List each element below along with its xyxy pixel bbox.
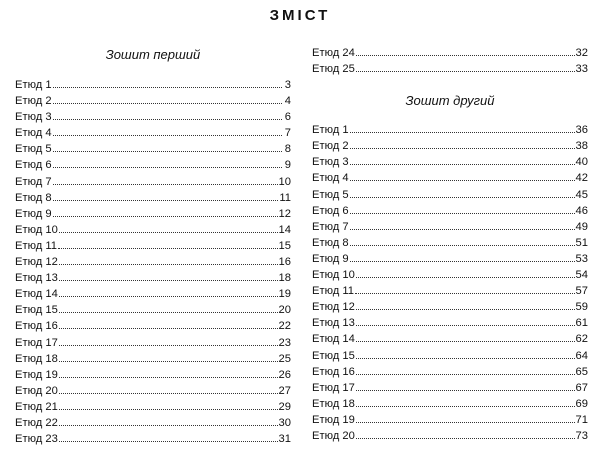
dot-leader — [350, 187, 575, 198]
toc-entry-page-number: 22 — [278, 320, 291, 333]
toc-entry[interactable] — [312, 203, 588, 219]
toc-entry-label: Етюд 13 — [15, 272, 58, 285]
toc-entry-label: Етюд 15 — [15, 304, 58, 317]
toc-entry-label: Етюд 3 — [15, 111, 52, 124]
toc-entry[interactable] — [312, 187, 588, 203]
toc-entry-label: Етюд 11 — [15, 239, 57, 252]
toc-entry[interactable] — [312, 299, 588, 315]
toc-entry-page-number: 54 — [575, 269, 588, 282]
toc-entry-page-number: 8 — [284, 143, 291, 156]
toc-entry-page-number: 36 — [575, 124, 588, 137]
toc-entry-label: Етюд 6 — [312, 204, 349, 217]
toc-entry-page-number: 73 — [575, 429, 588, 442]
toc-entry-page-number: 57 — [575, 285, 588, 298]
dot-leader — [355, 283, 575, 294]
toc-entry[interactable] — [312, 283, 588, 299]
toc-entry-page-number: 40 — [575, 156, 588, 169]
toc-entry[interactable] — [312, 267, 588, 283]
dot-leader — [356, 380, 575, 391]
toc-entry-label: Етюд 10 — [312, 269, 355, 282]
toc-entry-label: Етюд 7 — [15, 175, 52, 188]
toc-entry-label: Етюд 22 — [15, 416, 58, 429]
toc-entry[interactable] — [312, 235, 588, 251]
dot-leader — [59, 351, 278, 362]
toc-entry-label: Етюд 19 — [15, 368, 58, 381]
toc-entry[interactable] — [312, 170, 588, 186]
toc-entry[interactable] — [15, 383, 291, 399]
toc-entry[interactable] — [15, 270, 291, 286]
toc-entry[interactable] — [15, 174, 291, 190]
dot-leader — [356, 396, 575, 407]
toc-entry-page-number: 3 — [284, 79, 291, 91]
toc-entry[interactable] — [312, 396, 588, 412]
dot-leader — [59, 431, 278, 442]
toc-entry-label: Етюд 5 — [15, 143, 52, 156]
toc-entry[interactable] — [312, 138, 588, 154]
toc-entry[interactable] — [312, 412, 588, 428]
dot-leader — [58, 238, 278, 249]
toc-entry-page-number: 10 — [278, 175, 291, 188]
toc-entry[interactable] — [312, 251, 588, 267]
toc-entry-label: Етюд 19 — [312, 413, 355, 426]
dot-leader — [53, 93, 282, 104]
toc-entry-label: Етюд 24 — [312, 47, 355, 59]
toc-list-notebook-1 — [15, 77, 291, 447]
toc-entry[interactable] — [15, 141, 291, 157]
toc-entry[interactable] — [15, 190, 291, 206]
toc-entry-page-number: 33 — [575, 63, 588, 76]
toc-entry-page-number: 15 — [278, 239, 291, 252]
dot-leader — [356, 267, 575, 278]
toc-entry-page-number: 53 — [575, 252, 588, 265]
toc-entry-page-number: 19 — [278, 288, 291, 301]
toc-entry-page-number: 45 — [575, 188, 588, 201]
toc-entry-page-number: 6 — [284, 111, 291, 124]
dot-leader — [53, 206, 278, 217]
toc-entry[interactable] — [15, 399, 291, 415]
toc-entry[interactable] — [15, 77, 291, 93]
dot-leader — [53, 157, 282, 168]
toc-entry[interactable] — [312, 45, 588, 61]
toc-entry-page-number: 18 — [278, 272, 291, 285]
toc-entry-label: Етюд 1 — [15, 79, 52, 91]
toc-entry-page-number: 23 — [278, 336, 291, 349]
toc-entry-label: Етюд 20 — [312, 429, 355, 442]
toc-entry-page-number: 59 — [575, 301, 588, 314]
toc-entry-label: Етюд 5 — [312, 188, 349, 201]
toc-entry-page-number: 16 — [278, 256, 291, 269]
dot-leader — [356, 315, 575, 326]
toc-entry-page-number: 12 — [278, 207, 291, 220]
toc-entry-label: Етюд 11 — [312, 285, 354, 298]
dot-leader — [59, 286, 278, 297]
toc-entry-page-number: 46 — [575, 204, 588, 217]
dot-leader — [356, 45, 575, 56]
toc-entry-label: Етюд 9 — [15, 207, 52, 220]
toc-entry-label: Етюд 13 — [312, 317, 355, 330]
toc-entry[interactable] — [15, 302, 291, 318]
toc-entry[interactable] — [312, 380, 588, 396]
toc-entry-label: Етюд 23 — [15, 433, 58, 446]
dot-leader — [59, 254, 278, 265]
dot-leader — [350, 122, 575, 133]
toc-list-notebook-2 — [312, 122, 588, 444]
toc-entry[interactable] — [312, 122, 588, 138]
toc-entry-label: Етюд 2 — [312, 140, 349, 153]
toc-entry-page-number: 7 — [284, 127, 291, 140]
toc-entry-label: Етюд 20 — [15, 384, 58, 397]
toc-entry-label: Етюд 12 — [15, 256, 58, 269]
toc-entry-page-number: 14 — [278, 223, 291, 236]
toc-entry-page-number: 65 — [575, 365, 588, 378]
toc-entry-label: Етюд 21 — [15, 400, 58, 413]
dot-leader — [356, 412, 575, 423]
toc-entry-label: Етюд 18 — [15, 352, 58, 365]
toc-entry[interactable] — [15, 222, 291, 238]
dot-leader — [53, 174, 278, 185]
toc-entry[interactable] — [15, 367, 291, 383]
toc-entry-page-number: 31 — [278, 433, 291, 446]
toc-entry[interactable] — [15, 238, 291, 254]
toc-entry-page-number: 69 — [575, 397, 588, 410]
toc-entry-label: Етюд 12 — [312, 301, 355, 314]
dot-leader — [356, 364, 575, 375]
dot-leader — [350, 251, 575, 262]
toc-entry-label: Етюд 8 — [15, 191, 52, 204]
toc-entry[interactable] — [15, 431, 291, 447]
toc-entry-label: Етюд 14 — [15, 288, 58, 301]
toc-entry-page-number: 62 — [575, 333, 588, 346]
toc-entry-page-number: 42 — [575, 172, 588, 185]
dot-leader — [350, 170, 575, 181]
toc-entry-page-number: 64 — [575, 349, 588, 362]
dot-leader — [356, 61, 575, 72]
dot-leader — [356, 299, 575, 310]
toc-entry-label: Етюд 10 — [15, 223, 58, 236]
toc-entry-label: Етюд 2 — [15, 95, 52, 108]
toc-entry-label: Етюд 15 — [312, 349, 355, 362]
toc-entry-label: Етюд 16 — [312, 365, 355, 378]
toc-entry[interactable] — [15, 109, 291, 125]
toc-entry-page-number: 26 — [278, 368, 291, 381]
toc-entry-label: Етюд 4 — [15, 127, 52, 140]
toc-entry[interactable] — [312, 348, 588, 364]
toc-entry[interactable] — [15, 415, 291, 431]
toc-column-left — [15, 46, 291, 447]
dot-leader — [53, 190, 279, 201]
toc-entry-page-number: 25 — [278, 352, 291, 365]
toc-entry-label: Етюд 25 — [312, 63, 355, 76]
dot-leader — [59, 383, 278, 394]
toc-list-continued — [312, 45, 588, 77]
toc-entry[interactable] — [312, 428, 588, 444]
dot-leader — [356, 348, 575, 359]
dot-leader — [350, 235, 575, 246]
page-title: ЗМІСТ — [269, 7, 331, 24]
toc-entry-page-number: 11 — [279, 191, 291, 204]
toc-entry-label: Етюд 8 — [312, 236, 349, 249]
toc-entry-label: Етюд 6 — [15, 159, 52, 172]
toc-entry-page-number: 32 — [575, 47, 588, 59]
dot-leader — [356, 331, 575, 342]
toc-entry-page-number: 20 — [278, 304, 291, 317]
toc-entry-page-number: 9 — [284, 159, 291, 172]
toc-entry-page-number: 30 — [278, 416, 291, 429]
toc-entry[interactable] — [15, 125, 291, 141]
dot-leader — [53, 141, 282, 152]
dot-leader — [53, 125, 282, 136]
toc-entry[interactable] — [312, 315, 588, 331]
toc-entry-label: Етюд 16 — [15, 320, 58, 333]
toc-entry-label: Етюд 14 — [312, 333, 355, 346]
toc-entry[interactable] — [312, 154, 588, 170]
toc-entry[interactable] — [15, 93, 291, 109]
dot-leader — [59, 270, 278, 281]
dot-leader — [356, 428, 575, 439]
toc-entry[interactable] — [312, 331, 588, 347]
section-heading-notebook-1: Зошит перший — [105, 47, 201, 62]
toc-entry-page-number: 38 — [575, 140, 588, 153]
section-heading-notebook-2: Зошит другий — [405, 93, 495, 109]
toc-entry-label: Етюд 17 — [15, 336, 58, 349]
dot-leader — [59, 415, 278, 426]
toc-entry[interactable] — [15, 318, 291, 334]
toc-entry-page-number: 27 — [278, 384, 291, 397]
toc-entry-page-number: 71 — [575, 413, 588, 426]
toc-entry-page-number: 51 — [575, 236, 588, 249]
dot-leader — [350, 219, 575, 230]
dot-leader — [59, 222, 278, 233]
dot-leader — [350, 154, 575, 165]
toc-entry[interactable] — [312, 61, 588, 77]
toc-entry-page-number: 29 — [278, 400, 291, 413]
toc-entry-page-number: 67 — [575, 381, 588, 394]
toc-entry-label: Етюд 9 — [312, 252, 349, 265]
dot-leader — [350, 138, 575, 149]
toc-entry-page-number: 61 — [575, 317, 588, 330]
dot-leader — [59, 335, 278, 346]
toc-entry-label: Етюд 4 — [312, 172, 349, 185]
dot-leader — [59, 318, 278, 329]
dot-leader — [53, 109, 282, 120]
toc-entry[interactable] — [15, 351, 291, 367]
toc-entry-page-number: 4 — [284, 95, 291, 108]
toc-entry[interactable] — [15, 286, 291, 302]
toc-entry-label: Етюд 18 — [312, 397, 355, 410]
toc-entry[interactable] — [312, 219, 588, 235]
dot-leader — [59, 302, 278, 313]
dot-leader — [53, 77, 282, 88]
toc-entry[interactable] — [15, 254, 291, 270]
toc-entry-label: Етюд 1 — [312, 124, 349, 137]
toc-entry[interactable] — [15, 157, 291, 173]
toc-entry-label: Етюд 17 — [312, 381, 355, 394]
toc-entry[interactable] — [15, 206, 291, 222]
toc-column-right — [312, 45, 588, 444]
toc-entry-page-number: 49 — [575, 220, 588, 233]
toc-entry-label: Етюд 3 — [312, 156, 349, 169]
toc-entry-label: Етюд 7 — [312, 220, 349, 233]
toc-entry[interactable] — [15, 335, 291, 351]
dot-leader — [59, 367, 278, 378]
dot-leader — [59, 399, 278, 410]
dot-leader — [350, 203, 575, 214]
toc-entry[interactable] — [312, 364, 588, 380]
